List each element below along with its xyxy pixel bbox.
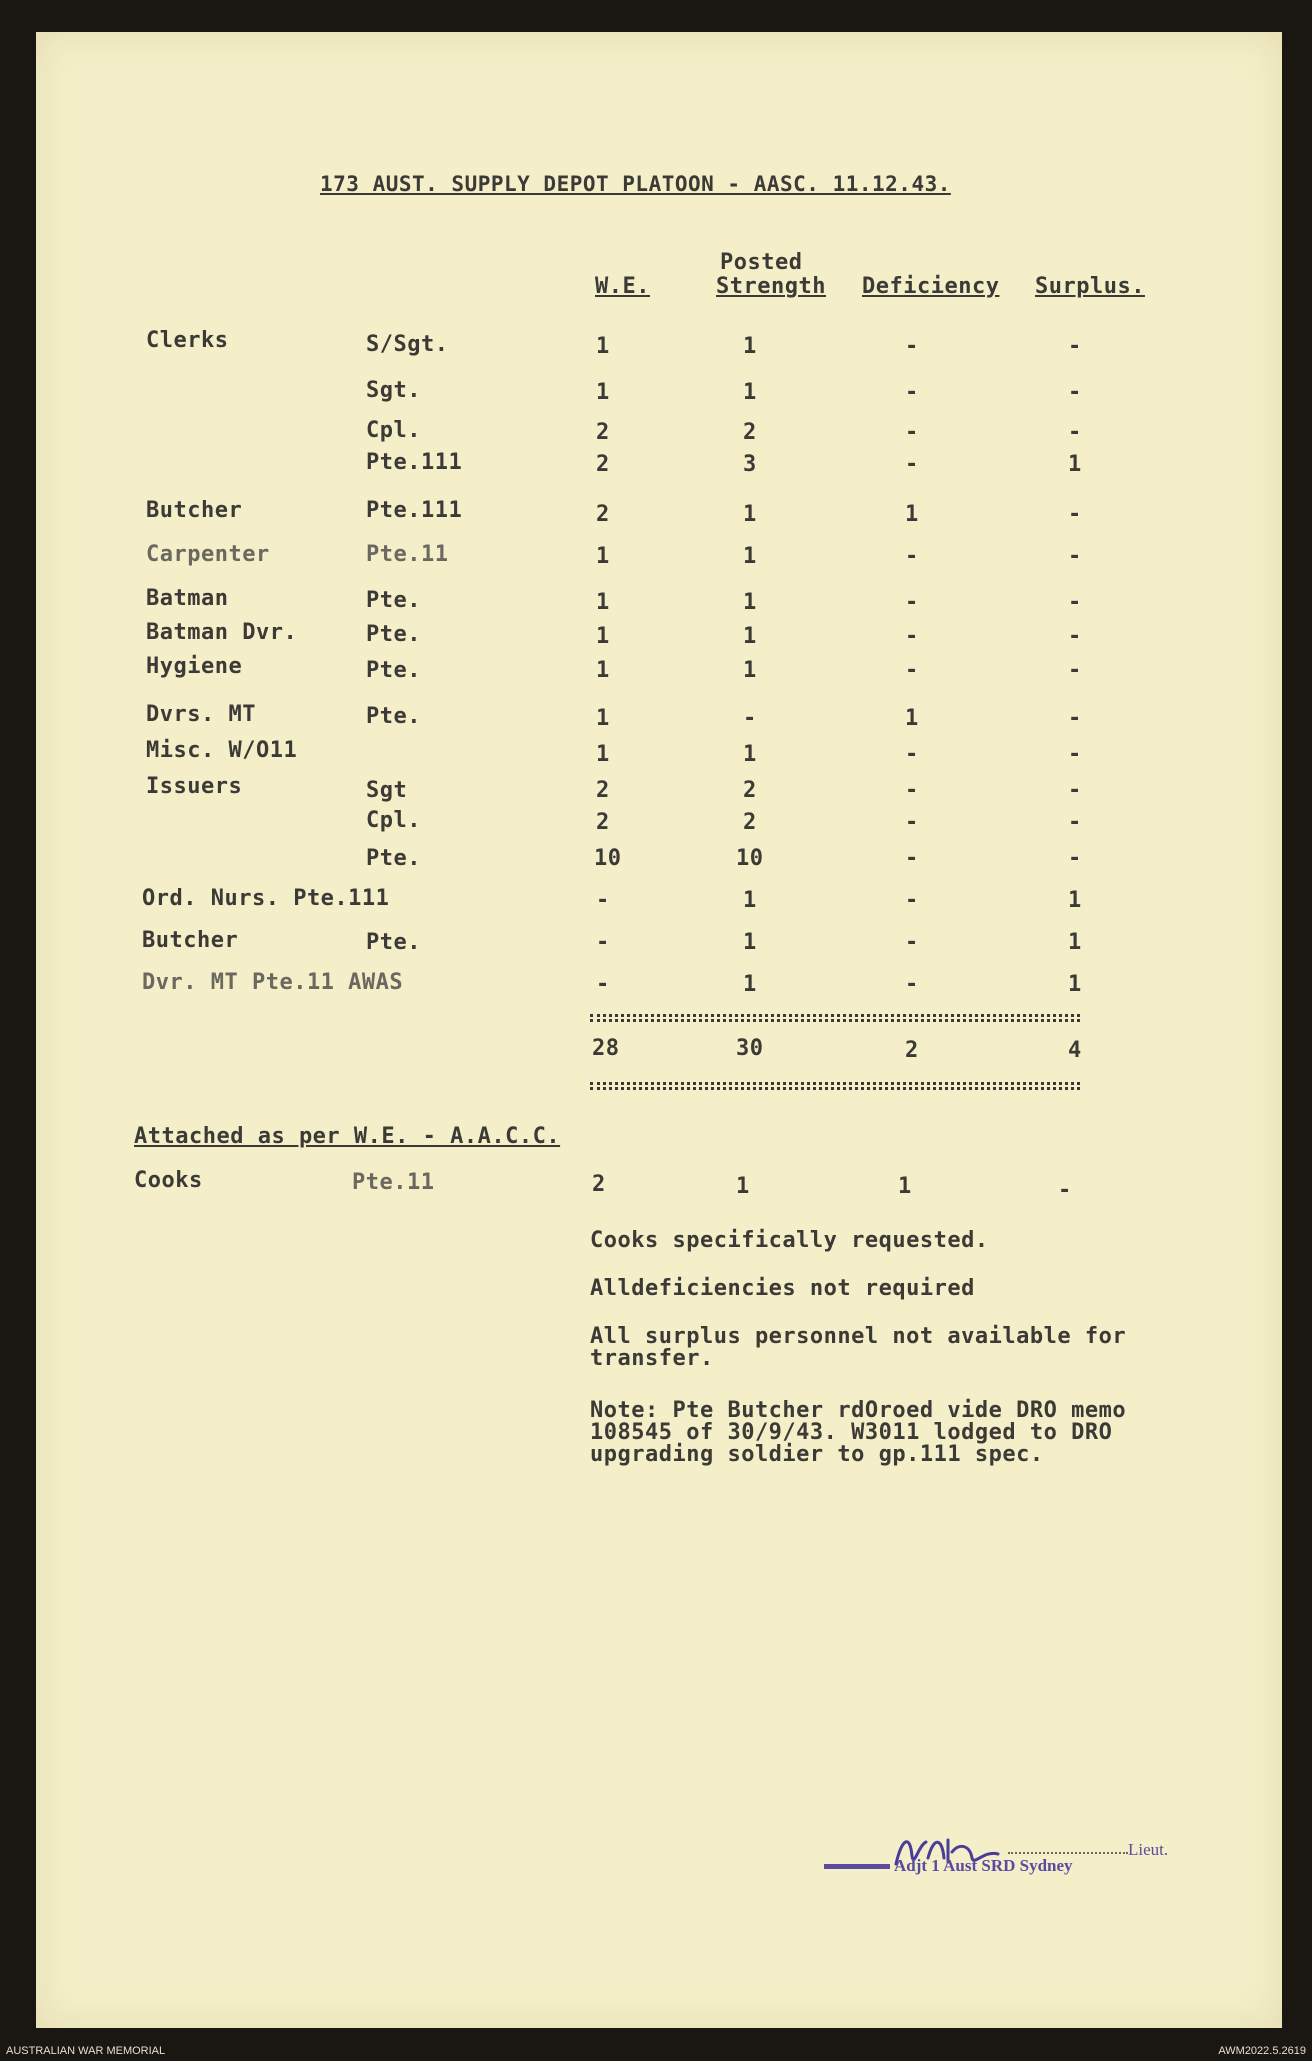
row-deficiency: -: [905, 742, 919, 767]
row-trade: Hygiene: [146, 654, 243, 679]
row-we: 2: [596, 810, 610, 835]
row-we: 1: [596, 706, 610, 731]
row-we: 1: [596, 742, 610, 767]
row-surplus: 1: [1068, 972, 1082, 997]
row-surplus: -: [1068, 810, 1082, 835]
total-deficiency: 2: [905, 1038, 919, 1063]
row-we: 1: [596, 590, 610, 615]
totals-top-rule: [590, 1014, 1080, 1017]
row-deficiency: -: [905, 778, 919, 803]
total-surplus: 4: [1068, 1038, 1082, 1063]
note-butcher-line1: Note: Pte Butcher rdOroed vide DRO memo: [590, 1398, 1127, 1423]
row-surplus: -: [1068, 846, 1082, 871]
attached-surplus: -: [1058, 1178, 1072, 1203]
row-trade: Dvrs. MT: [146, 702, 256, 727]
row-surplus: -: [1068, 778, 1082, 803]
footer-left: AUSTRALIAN WAR MEMORIAL: [6, 2045, 166, 2057]
row-surplus: -: [1068, 590, 1082, 615]
row-rank: Pte.11: [366, 542, 449, 567]
row-posted: 1: [743, 334, 757, 359]
row-deficiency: -: [905, 452, 919, 477]
row-deficiency: -: [905, 380, 919, 405]
header-posted-line1: Posted: [720, 250, 803, 275]
note-surplus-line2: transfer.: [590, 1346, 714, 1371]
row-we: 1: [596, 624, 610, 649]
attached-heading: Attached as per W.E. - A.A.C.C.: [134, 1124, 561, 1149]
row-surplus: 1: [1068, 888, 1082, 913]
row-trade: Misc. W/O11: [146, 738, 298, 763]
header-deficiency: Deficiency: [862, 274, 1000, 299]
document-title: 173 AUST. SUPPLY DEPOT PLATOON - AASC. 11.12.43.: [320, 172, 951, 196]
row-surplus: -: [1068, 624, 1082, 649]
row-surplus: -: [1068, 658, 1082, 683]
row-trade: Batman Dvr.: [146, 620, 298, 645]
row-surplus: 1: [1068, 930, 1082, 955]
row-we: 10: [594, 846, 622, 871]
row-deficiency: -: [905, 658, 919, 683]
signature-dotted-line: [1008, 1852, 1128, 1854]
header-we: W.E.: [595, 274, 650, 299]
row-posted: 1: [743, 930, 757, 955]
note-surplus-line1: All surplus personnel not available for: [590, 1324, 1127, 1349]
stamp-text: Adjt 1 Aust SRD Sydney: [894, 1856, 1073, 1875]
row-rank: Pte.111: [366, 450, 463, 475]
row-surplus: 1: [1068, 452, 1082, 477]
row-posted: 1: [743, 590, 757, 615]
row-posted: 2: [743, 420, 757, 445]
row-deficiency: -: [905, 624, 919, 649]
row-rank: Pte.: [366, 588, 421, 613]
row-surplus: -: [1068, 742, 1082, 767]
attached-rank: Pte.11: [352, 1170, 435, 1195]
row-rank: Pte.111: [366, 498, 463, 523]
row-rank: Pte.: [366, 622, 421, 647]
row-deficiency: -: [905, 590, 919, 615]
row-surplus: -: [1068, 706, 1082, 731]
row-deficiency: -: [905, 334, 919, 359]
row-deficiency: -: [905, 544, 919, 569]
totals-bottom-rule: [590, 1082, 1080, 1085]
attached-we: 2: [592, 1172, 606, 1197]
row-posted: 1: [743, 624, 757, 649]
row-trade: Clerks: [146, 328, 229, 353]
row-deficiency: 1: [905, 502, 919, 527]
row-trade: Carpenter: [146, 542, 270, 567]
row-trade: Ord. Nurs. Pte.111: [142, 886, 390, 911]
row-trade: Issuers: [146, 774, 243, 799]
row-we: 2: [596, 420, 610, 445]
row-rank: Cpl.: [366, 808, 421, 833]
row-we: 2: [596, 502, 610, 527]
row-rank: Pte.: [366, 930, 421, 955]
row-deficiency: -: [905, 930, 919, 955]
attached-posted: 1: [736, 1174, 750, 1199]
row-we: 2: [596, 778, 610, 803]
row-rank: Sgt: [366, 778, 408, 803]
row-posted: 2: [743, 810, 757, 835]
row-rank: S/Sgt.: [366, 332, 449, 357]
row-we: 1: [596, 380, 610, 405]
row-deficiency: -: [905, 888, 919, 913]
row-posted: 1: [743, 380, 757, 405]
attached-deficiency: 1: [898, 1174, 912, 1199]
row-trade: Dvr. MT Pte.11 AWAS: [142, 970, 404, 995]
row-we: -: [596, 888, 610, 913]
note-butcher-line3: upgrading soldier to gp.111 spec.: [590, 1442, 1044, 1467]
row-surplus: -: [1068, 502, 1082, 527]
row-surplus: -: [1068, 380, 1082, 405]
row-posted: 1: [743, 544, 757, 569]
row-we: 1: [596, 544, 610, 569]
row-surplus: -: [1068, 420, 1082, 445]
header-posted-line2: Strength: [716, 274, 826, 299]
total-posted: 30: [736, 1036, 764, 1061]
totals-bottom-rule-2: [590, 1087, 1080, 1090]
row-deficiency: -: [905, 810, 919, 835]
row-surplus: -: [1068, 334, 1082, 359]
row-posted: 1: [743, 972, 757, 997]
row-surplus: -: [1068, 544, 1082, 569]
row-posted: -: [743, 706, 757, 731]
row-trade: Batman: [146, 586, 229, 611]
row-posted: 1: [743, 502, 757, 527]
row-rank: Sgt.: [366, 378, 421, 403]
row-rank: Pte.: [366, 846, 421, 871]
row-trade: Butcher: [146, 498, 243, 523]
row-deficiency: -: [905, 846, 919, 871]
row-deficiency: 1: [905, 706, 919, 731]
total-we: 28: [592, 1036, 620, 1061]
document-page: [36, 32, 1282, 2028]
row-rank: Pte.: [366, 658, 421, 683]
note-cooks-requested: Cooks specifically requested.: [590, 1228, 989, 1253]
footer-right: AWM2022.5.2619: [1218, 2045, 1306, 2057]
row-trade: Butcher: [142, 928, 239, 953]
note-deficiencies: Alldeficiencies not required: [590, 1276, 975, 1301]
note-butcher-line2: 108545 of 30/9/43. W3011 lodged to DRO: [590, 1420, 1113, 1445]
stamp-bar: [824, 1864, 890, 1869]
row-rank: Cpl.: [366, 418, 421, 443]
row-we: 2: [596, 452, 610, 477]
row-we: -: [596, 930, 610, 955]
row-we: -: [596, 972, 610, 997]
row-posted: 10: [736, 846, 764, 871]
row-we: 1: [596, 658, 610, 683]
lieut-label: Lieut.: [1128, 1840, 1169, 1859]
row-deficiency: -: [905, 420, 919, 445]
row-posted: 2: [743, 778, 757, 803]
row-posted: 1: [743, 742, 757, 767]
totals-top-rule-2: [590, 1019, 1080, 1022]
row-deficiency: -: [905, 972, 919, 997]
row-we: 1: [596, 334, 610, 359]
attached-trade: Cooks: [134, 1168, 203, 1193]
row-rank: Pte.: [366, 704, 421, 729]
row-posted: 1: [743, 888, 757, 913]
row-posted: 3: [743, 452, 757, 477]
header-surplus: Surplus.: [1035, 274, 1145, 299]
row-posted: 1: [743, 658, 757, 683]
